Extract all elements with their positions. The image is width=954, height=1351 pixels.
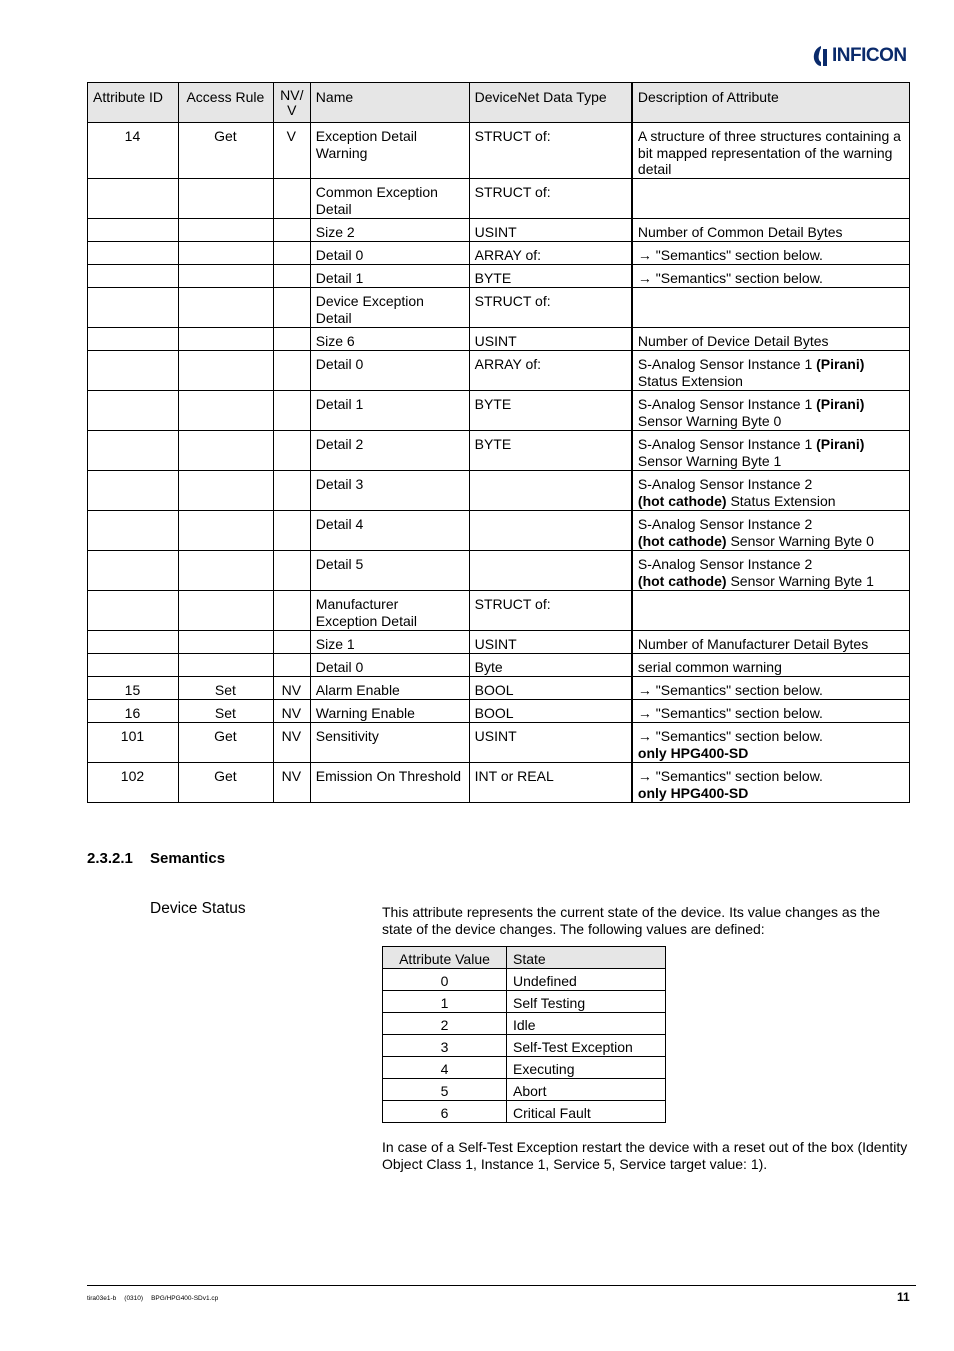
cell-attribute-value: 6	[383, 1101, 507, 1123]
table-row	[88, 677, 910, 700]
cell-data-type	[469, 511, 632, 551]
cell-name: Detail 2	[310, 431, 469, 471]
cell-description	[632, 591, 910, 631]
cell-name: Exception Detail Warning	[310, 123, 469, 179]
table-row	[88, 763, 910, 803]
desc-text: S-Analog Sensor Instance 1	[637, 356, 817, 372]
cell-attribute-id	[88, 551, 179, 591]
cell-data-type: ARRAY of:	[469, 351, 632, 391]
col-header-access-rule: Access Rule	[178, 83, 273, 123]
table-row	[88, 723, 910, 763]
cell-data-type: BYTE	[469, 265, 632, 288]
cell-access-rule	[178, 179, 273, 219]
cell-state: Undefined	[507, 969, 666, 991]
cell-access-rule	[178, 591, 273, 631]
table-row	[88, 471, 910, 511]
table-row	[88, 591, 910, 631]
cell-data-type: STRUCT of:	[469, 591, 632, 631]
cell-name: Detail 5	[310, 551, 469, 591]
status-row	[383, 1079, 666, 1101]
desc-text: S-Analog Sensor Instance 2	[637, 476, 813, 492]
cell-description: → "Semantics" section below.	[632, 265, 910, 288]
cell-access-rule	[178, 242, 273, 265]
table-row	[88, 654, 910, 677]
desc-text: Status Extension	[637, 372, 743, 389]
table-row	[88, 265, 910, 288]
cell-attribute-id	[88, 288, 179, 328]
cell-attribute-id	[88, 242, 179, 265]
cell-nvv	[273, 288, 310, 328]
desc-emphasis: (Pirani)	[816, 436, 865, 452]
cell-nvv	[273, 631, 310, 654]
cell-nvv	[273, 328, 310, 351]
table-row	[88, 631, 910, 654]
cell-name: Sensitivity	[310, 723, 469, 763]
cell-access-rule: Get	[178, 763, 273, 803]
table-row	[88, 431, 910, 471]
cell-description: Number of Common Detail Bytes	[632, 219, 910, 242]
table-row	[88, 242, 910, 265]
cell-state: Abort	[507, 1079, 666, 1101]
cell-attribute-id	[88, 351, 179, 391]
section-heading	[87, 850, 225, 867]
cell-nvv	[273, 431, 310, 471]
table-row	[88, 288, 910, 328]
cell-data-type: BYTE	[469, 391, 632, 431]
cell-access-rule	[178, 551, 273, 591]
cell-attribute-id: 101	[88, 723, 179, 763]
cell-state: Executing	[507, 1057, 666, 1079]
device-status-note: In case of a Self-Test Exception restart the device with a reset out of the box (Identity Object Class 1, Instance 1, Service 5, Service target value: 1).	[382, 1139, 908, 1172]
cell-data-type: BOOL	[469, 700, 632, 723]
cell-attribute-id: 15	[88, 677, 179, 700]
cell-nvv: NV	[273, 763, 310, 803]
cell-description	[632, 431, 910, 471]
cell-name: Device Exception Detail	[310, 288, 469, 328]
cell-data-type: BYTE	[469, 431, 632, 471]
file-name: BPG/HPG400-SDv1.cp	[151, 1295, 219, 1302]
cell-access-rule: Set	[178, 677, 273, 700]
col-header-name: Name	[310, 83, 469, 123]
cell-attribute-id: 16	[88, 700, 179, 723]
status-header-row	[383, 947, 666, 969]
table-row	[88, 551, 910, 591]
cell-attribute-id	[88, 391, 179, 431]
cell-nvv	[273, 265, 310, 288]
cell-name: Detail 0	[310, 654, 469, 677]
cell-access-rule	[178, 631, 273, 654]
desc-emphasis: only HPG400-SD	[637, 744, 749, 761]
cell-nvv: NV	[273, 677, 310, 700]
status-row	[383, 1035, 666, 1057]
desc-emphasis: (Pirani)	[816, 396, 865, 412]
cell-name: Detail 1	[310, 265, 469, 288]
cell-attribute-value: 4	[383, 1057, 507, 1079]
inficon-logo-icon	[812, 45, 830, 67]
date-code: (0310)	[124, 1295, 144, 1302]
cell-data-type	[469, 471, 632, 511]
cell-access-rule	[178, 265, 273, 288]
desc-text: Sensor Warning Byte 0	[726, 532, 874, 549]
cell-name: Size 1	[310, 631, 469, 654]
col-header-description: Description of Attribute	[632, 83, 910, 123]
cell-nvv	[273, 242, 310, 265]
col-header-state: State	[507, 947, 666, 969]
cell-state: Idle	[507, 1013, 666, 1035]
desc-text: S-Analog Sensor Instance 1	[637, 396, 817, 412]
cell-nvv	[273, 471, 310, 511]
col-header-attribute-value: Attribute Value	[383, 947, 507, 969]
cell-access-rule	[178, 351, 273, 391]
desc-text: Sensor Warning Byte 1	[637, 452, 782, 469]
cell-nvv	[273, 654, 310, 677]
table-row	[88, 351, 910, 391]
brand-name: INFICON	[832, 45, 907, 66]
table-row	[88, 700, 910, 723]
cell-data-type: INT or REAL	[469, 763, 632, 803]
cell-attribute-id	[88, 654, 179, 677]
cell-name: Size 2	[310, 219, 469, 242]
cell-name: Detail 4	[310, 511, 469, 551]
desc-text: S-Analog Sensor Instance 2	[637, 516, 813, 532]
desc-text: → "Semantics" section below.	[637, 728, 823, 744]
table-row	[88, 123, 910, 179]
desc-emphasis: (hot cathode)	[637, 532, 727, 549]
cell-attribute-id: 14	[88, 123, 179, 179]
doc-code: tira03e1-b	[87, 1295, 117, 1302]
cell-name: Detail 3	[310, 471, 469, 511]
cell-data-type: STRUCT of:	[469, 179, 632, 219]
cell-access-rule	[178, 219, 273, 242]
footer-doc-code	[87, 1295, 226, 1302]
cell-name: Emission On Threshold	[310, 763, 469, 803]
cell-data-type: USINT	[469, 219, 632, 242]
cell-attribute-id	[88, 471, 179, 511]
cell-description	[632, 551, 910, 591]
cell-attribute-id	[88, 219, 179, 242]
cell-description	[632, 511, 910, 551]
desc-text: S-Analog Sensor Instance 2	[637, 556, 813, 572]
status-row	[383, 969, 666, 991]
cell-access-rule	[178, 471, 273, 511]
cell-state: Critical Fault	[507, 1101, 666, 1123]
desc-text: → "Semantics" section below.	[637, 768, 823, 784]
cell-description: → "Semantics" section below.	[632, 677, 910, 700]
status-row	[383, 991, 666, 1013]
cell-description	[632, 288, 910, 328]
desc-emphasis: only HPG400-SD	[637, 784, 749, 801]
table-row	[88, 179, 910, 219]
cell-nvv	[273, 391, 310, 431]
cell-attribute-id: 102	[88, 763, 179, 803]
cell-access-rule	[178, 391, 273, 431]
cell-attribute-id	[88, 591, 179, 631]
cell-nvv	[273, 179, 310, 219]
cell-name: Common Exception Detail	[310, 179, 469, 219]
section-number: 2.3.2.1	[87, 850, 133, 867]
nvv-header-part: V	[287, 102, 297, 118]
desc-text: Status Extension	[726, 492, 836, 509]
cell-access-rule	[178, 328, 273, 351]
desc-text: Sensor Warning Byte 0	[637, 412, 782, 429]
cell-attribute-value: 3	[383, 1035, 507, 1057]
cell-access-rule	[178, 431, 273, 471]
cell-description	[632, 391, 910, 431]
cell-data-type: USINT	[469, 723, 632, 763]
nvv-header-part: NV/	[280, 87, 304, 103]
cell-description: serial common warning	[632, 654, 910, 677]
device-status-label: Device Status	[150, 900, 246, 917]
page-number: 11	[897, 1290, 910, 1304]
table-row	[88, 328, 910, 351]
cell-name: Size 6	[310, 328, 469, 351]
cell-nvv	[273, 511, 310, 551]
cell-access-rule	[178, 511, 273, 551]
table-row	[88, 511, 910, 551]
cell-attribute-id	[88, 631, 179, 654]
cell-attribute-value: 1	[383, 991, 507, 1013]
attribute-table	[87, 82, 910, 803]
cell-data-type: STRUCT of:	[469, 288, 632, 328]
cell-data-type: USINT	[469, 631, 632, 654]
cell-access-rule: Get	[178, 123, 273, 179]
cell-description: Number of Device Detail Bytes	[632, 328, 910, 351]
cell-state: Self-Test Exception	[507, 1035, 666, 1057]
section-title: Semantics	[150, 850, 226, 867]
cell-attribute-value: 5	[383, 1079, 507, 1101]
cell-name: Detail 1	[310, 391, 469, 431]
cell-description	[632, 179, 910, 219]
cell-nvv	[273, 551, 310, 591]
cell-data-type: BOOL	[469, 677, 632, 700]
desc-emphasis: (hot cathode)	[637, 572, 727, 589]
cell-data-type: Byte	[469, 654, 632, 677]
cell-nvv	[273, 351, 310, 391]
cell-attribute-id	[88, 265, 179, 288]
cell-name: Manufacturer Exception Detail	[310, 591, 469, 631]
cell-nvv: V	[273, 123, 310, 179]
cell-name: Detail 0	[310, 242, 469, 265]
cell-data-type: ARRAY of:	[469, 242, 632, 265]
cell-access-rule: Set	[178, 700, 273, 723]
cell-attribute-id	[88, 511, 179, 551]
cell-state: Self Testing	[507, 991, 666, 1013]
cell-description	[632, 351, 910, 391]
footer-rule	[87, 1285, 916, 1286]
cell-attribute-value: 0	[383, 969, 507, 991]
cell-nvv: NV	[273, 700, 310, 723]
cell-description: → "Semantics" section below.	[632, 242, 910, 265]
cell-nvv	[273, 591, 310, 631]
cell-access-rule	[178, 654, 273, 677]
table-header-row	[88, 83, 910, 123]
col-header-nvv	[273, 83, 310, 123]
status-row	[383, 1057, 666, 1079]
cell-data-type: STRUCT of:	[469, 123, 632, 179]
inficon-logo	[812, 44, 907, 68]
cell-attribute-id	[88, 179, 179, 219]
table-row	[88, 219, 910, 242]
cell-attribute-value: 2	[383, 1013, 507, 1035]
cell-description: A structure of three structures containing a bit mapped representation of the warning detail	[632, 123, 910, 179]
desc-emphasis: (Pirani)	[816, 356, 865, 372]
cell-name: Detail 0	[310, 351, 469, 391]
cell-description	[632, 763, 910, 803]
cell-name: Warning Enable	[310, 700, 469, 723]
cell-nvv: NV	[273, 723, 310, 763]
table-row	[88, 391, 910, 431]
cell-description: Number of Manufacturer Detail Bytes	[632, 631, 910, 654]
status-row	[383, 1101, 666, 1123]
cell-description	[632, 723, 910, 763]
col-header-attribute-id: Attribute ID	[88, 83, 179, 123]
cell-nvv	[273, 219, 310, 242]
cell-attribute-id	[88, 328, 179, 351]
cell-attribute-id	[88, 431, 179, 471]
device-status-intro: This attribute represents the current state of the device. Its value changes as the state of the device changes. The following values are defined:	[382, 904, 881, 937]
cell-description: → "Semantics" section below.	[632, 700, 910, 723]
cell-name: Alarm Enable	[310, 677, 469, 700]
cell-data-type: USINT	[469, 328, 632, 351]
status-row	[383, 1013, 666, 1035]
device-status-table	[382, 946, 666, 1123]
col-header-data-type: DeviceNet Data Type	[469, 83, 632, 123]
desc-text: Sensor Warning Byte 1	[726, 572, 874, 589]
desc-text: S-Analog Sensor Instance 1	[637, 436, 817, 452]
cell-description	[632, 471, 910, 511]
cell-access-rule: Get	[178, 723, 273, 763]
cell-data-type	[469, 551, 632, 591]
desc-emphasis: (hot cathode)	[637, 492, 727, 509]
cell-access-rule	[178, 288, 273, 328]
